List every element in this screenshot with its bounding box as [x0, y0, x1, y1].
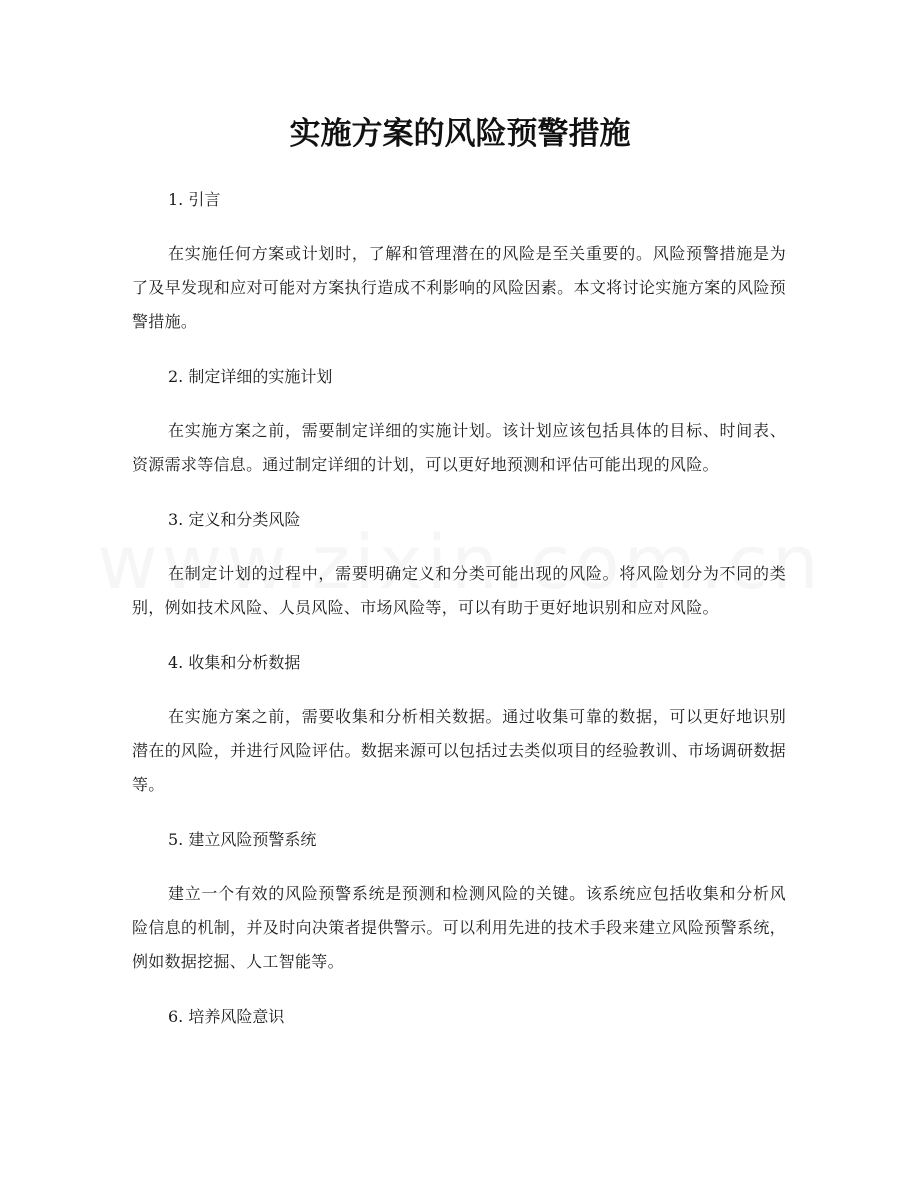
section-paragraph: 在实施任何方案或计划时，了解和管理潜在的风险是至关重要的。风险预警措施是为了及早发现和应对可能对方案执行造成不利影响的风险因素。本文将讨论实施方案的风险预警措施。: [132, 244, 786, 331]
section-paragraph: 建立一个有效的风险预警系统是预测和检测风险的关键。该系统应包括收集和分析风险信息的机制，并及时向决策者提供警示。可以利用先进的技术手段来建立风险预警系统，例如数据挖掘、人工智能等。: [132, 884, 786, 971]
section-heading: 3. 定义和分类风险: [168, 510, 301, 529]
section-heading: 4. 收集和分析数据: [168, 653, 301, 672]
section-heading: 1. 引言: [168, 190, 221, 209]
document-title: 实施方案的风险预警措施: [289, 116, 631, 152]
section-heading: 5. 建立风险预警系统: [168, 830, 317, 849]
section-paragraph: 在实施方案之前，需要收集和分析相关数据。通过收集可靠的数据，可以更好地识别潜在的风险，并进行风险评估。数据来源可以包括过去类似项目的经验教训、市场调研数据等。: [132, 707, 786, 794]
section-paragraph: 在实施方案之前，需要制定详细的实施计划。该计划应该包括具体的目标、时间表、资源需求等信息。通过制定详细的计划，可以更好地预测和评估可能出现的风险。: [132, 421, 786, 474]
section-heading: 6. 培养风险意识: [168, 1007, 285, 1026]
section-heading: 2. 制定详细的实施计划: [168, 367, 333, 386]
section-paragraph: 在制定计划的过程中，需要明确定义和分类可能出现的风险。将风险划分为不同的类别，例如技术风险、人员风险、市场风险等，可以有助于更好地识别和应对风险。: [132, 564, 786, 617]
document-body: [132, 186, 786, 1054]
